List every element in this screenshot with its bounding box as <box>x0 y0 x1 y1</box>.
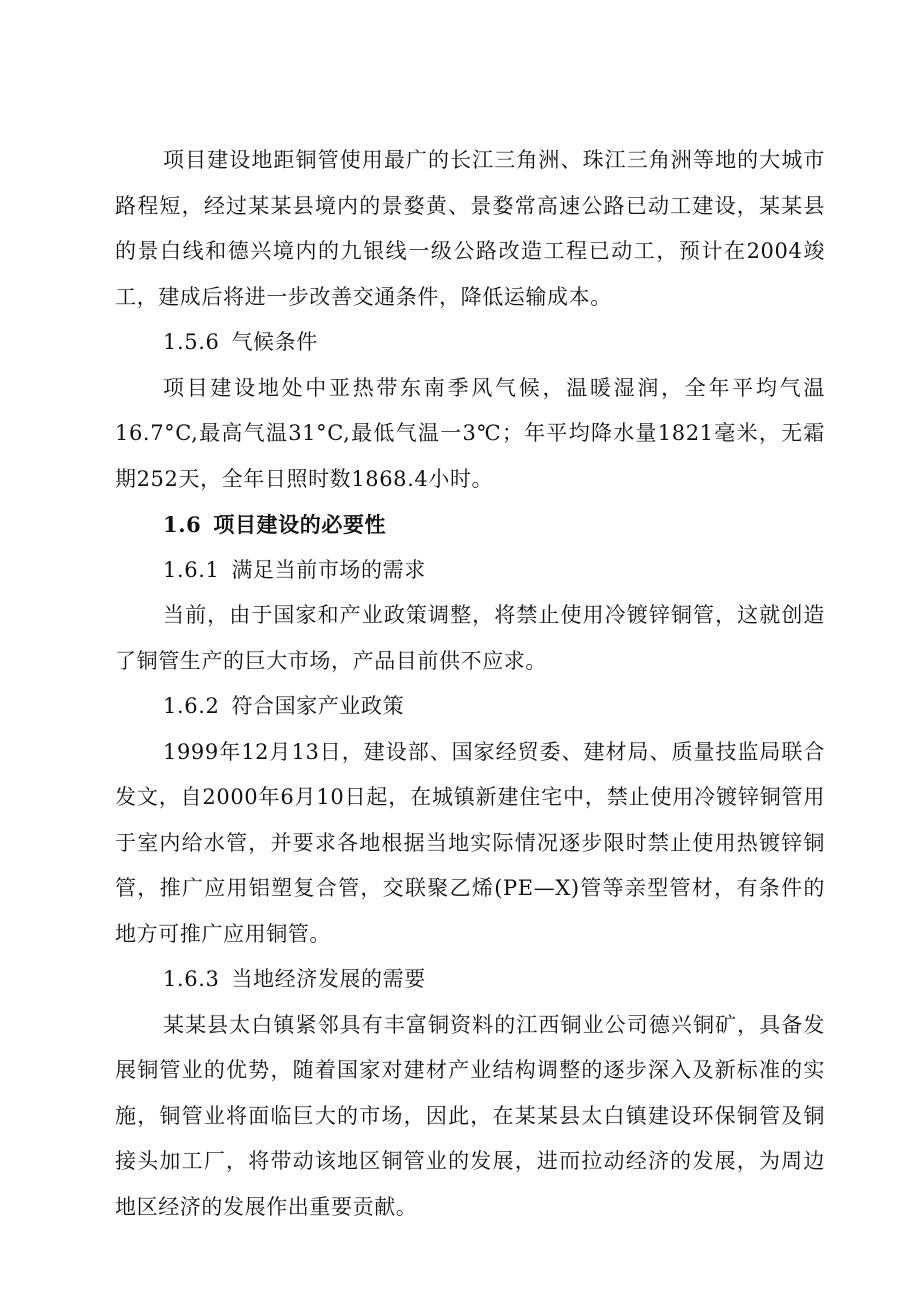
document-body <box>115 138 825 1230</box>
section-heading-1-6-3 <box>115 957 825 1003</box>
section-title: 当地经济发展的需要 <box>231 967 426 991</box>
section-heading-1-6-2 <box>115 684 825 730</box>
section-title: 符合国家产业政策 <box>231 694 405 718</box>
local-economy-paragraph: 某某县太白镇紧邻具有丰富铜资料的江西铜业公司德兴铜矿，具备发展铜管业的优势，随着国家对建材产业结构调整的逐步深入及新标准的实施，铜管业将面临巨大的市场，因此，在某某县太白镇建设环保铜管及铜接头加工厂，将带动该地区铜管业的发展，进而拉动经济的发展，为周边地区经济的发展作出重要贡献。 <box>115 1012 825 1219</box>
section-heading-1-6 <box>115 502 825 548</box>
market-demand-paragraph: 当前，由于国家和产业政策调整，将禁止使用冷镀锌铜管，这就创造了铜管生产的巨大市场，产品目前供不应求。 <box>115 603 825 673</box>
section-number: 1.6.1 <box>163 557 220 582</box>
section-heading-1-5-6 <box>115 320 825 366</box>
section-number: 1.5.6 <box>163 330 220 354</box>
climate-paragraph: 项目建设地处中亚热带东南季风气候，温暖湿润，全年平均气温16.7°C,最高气温31°C,最低气温一3℃；年平均降水量1821毫米，无霜期252天，全年日照时数1868.4小时。 <box>115 375 825 491</box>
policy-paragraph: 1999年12月13日，建设部、国家经贸委、建材局、质量技监局联合发文，自2000年6月10日起，在城镇新建住宅中，禁止使用冷镀锌铜管用于室内给水管，并要求各地根据当地实际情况逐步限时禁止使用热镀锌铜管，推广应用铝塑复合管，交联聚乙烯(PE—X)管等亲型管材，有条件的地方可推广应用铜管。 <box>115 739 825 946</box>
section-number: 1.6.2 <box>163 694 220 718</box>
section-number: 1.6 <box>163 512 202 537</box>
section-heading-1-6-1 <box>115 548 825 594</box>
section-title: 满足当前市场的需求 <box>231 557 426 582</box>
section-number: 1.6.3 <box>163 967 220 991</box>
section-title: 项目建设的必要性 <box>213 512 387 537</box>
transport-paragraph: 项目建设地距铜管使用最广的长江三角洲、珠江三角洲等地的大城市路程短，经过某某县境内的景婺黄、景婺常高速公路已动工建设，某某县的景白线和德兴境内的九银线一级公路改造工程已动工，预计在2004竣工，建成后将进一步改善交通条件，降低运输成本。 <box>115 148 825 309</box>
section-title: 气候条件 <box>231 330 318 354</box>
